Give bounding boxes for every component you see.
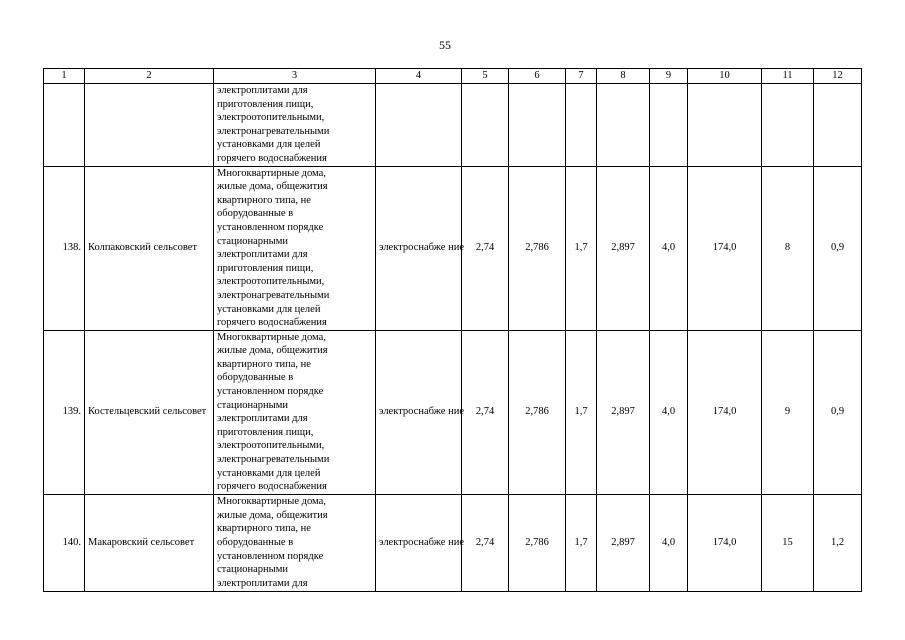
value-cell: 4,0: [650, 330, 688, 494]
row-number: [44, 84, 85, 167]
description-line: электронагревательными: [217, 125, 330, 137]
description-line: электронагревательными: [217, 454, 330, 466]
description-line: электронагревательными: [217, 289, 330, 301]
column-header: 1: [44, 69, 85, 84]
service-line: электроснабже: [379, 242, 446, 254]
column-header: 6: [509, 69, 566, 84]
description-line: оборудованные в: [217, 372, 294, 384]
municipality-name: [85, 166, 214, 330]
description-line: приготовления пищи,: [217, 426, 314, 438]
table-row: [44, 166, 862, 330]
value-cell: 2,897: [597, 166, 650, 330]
service-line: ние: [448, 242, 464, 254]
consumer-description: [214, 330, 376, 494]
description-line: установками для целей: [217, 139, 321, 151]
municipality-name: [85, 494, 214, 591]
description-line: установленном порядке: [217, 386, 324, 398]
value-cell: 2,897: [597, 330, 650, 494]
column-header: 5: [462, 69, 509, 84]
column-header: 4: [376, 69, 462, 84]
value-cell: [462, 84, 509, 167]
description-line: установками для целей: [217, 467, 321, 479]
header-row: [44, 69, 862, 84]
service-line: электроснабже: [379, 537, 446, 549]
column-header: 12: [814, 69, 862, 84]
description-line: горячего водоснабжения: [217, 481, 327, 493]
name-line: Костельцевский: [88, 406, 161, 418]
description-line: электроотопительными,: [217, 276, 325, 288]
description-line: горячего водоснабжения: [217, 317, 327, 329]
row-number: 139.: [44, 330, 85, 494]
consumer-description: [214, 166, 376, 330]
column-header: 3: [214, 69, 376, 84]
description-line: квартирного типа, не: [217, 358, 311, 370]
description-line: электроотопительными,: [217, 440, 325, 452]
name-line: сельсовет: [153, 242, 197, 254]
value-cell: 2,786: [509, 166, 566, 330]
service-type: [376, 84, 462, 167]
name-line: сельсовет: [162, 406, 207, 418]
value-cell: 1,7: [566, 166, 597, 330]
name-line: Макаровский: [88, 537, 148, 549]
value-cell: [597, 84, 650, 167]
column-header: 2: [85, 69, 214, 84]
value-cell: [814, 84, 862, 167]
value-cell: 1,7: [566, 494, 597, 591]
description-line: горячего водоснабжения: [217, 152, 327, 164]
value-cell: 8: [762, 166, 814, 330]
description-line: оборудованные в: [217, 208, 294, 220]
page-number: 55: [439, 38, 451, 52]
value-cell: 2,74: [462, 494, 509, 591]
value-cell: 2,74: [462, 166, 509, 330]
value-cell: [688, 84, 762, 167]
value-cell: 174,0: [688, 494, 762, 591]
description-line: Многоквартирные дома,: [217, 167, 326, 179]
value-cell: [762, 84, 814, 167]
service-line: ние: [448, 537, 464, 549]
municipality-name: [85, 84, 214, 167]
row-number: 138.: [44, 166, 85, 330]
description-line: жилые дома, общежития: [217, 181, 328, 193]
value-cell: 174,0: [688, 330, 762, 494]
service-line: ние: [448, 406, 464, 418]
column-header: 7: [566, 69, 597, 84]
description-line: Многоквартирные дома,: [217, 331, 326, 343]
value-cell: 2,786: [509, 330, 566, 494]
value-cell: 2,74: [462, 330, 509, 494]
table-row: [44, 330, 862, 494]
name-line: Колпаковский: [88, 242, 151, 254]
value-cell: 1,2: [814, 494, 862, 591]
value-cell: 0,9: [814, 330, 862, 494]
value-cell: 1,7: [566, 330, 597, 494]
description-line: электроплитами для: [217, 85, 308, 96]
description-line: стационарными: [217, 564, 288, 576]
value-cell: 4,0: [650, 166, 688, 330]
consumer-description: [214, 84, 376, 167]
value-cell: 9: [762, 330, 814, 494]
description-line: установленном порядке: [217, 550, 324, 562]
value-cell: 174,0: [688, 166, 762, 330]
value-cell: [509, 84, 566, 167]
value-cell: [650, 84, 688, 167]
description-line: электроплитами для: [217, 577, 308, 589]
service-line: электроснабже: [379, 406, 446, 418]
description-line: Многоквартирные дома,: [217, 496, 326, 508]
description-line: жилые дома, общежития: [217, 345, 328, 357]
name-line: сельсовет: [150, 537, 195, 549]
value-cell: 0,9: [814, 166, 862, 330]
value-cell: 4,0: [650, 494, 688, 591]
service-type: [376, 494, 462, 591]
tariff-table: [43, 68, 862, 592]
consumer-description: [214, 494, 376, 591]
description-line: установленном порядке: [217, 221, 324, 233]
table-row: [44, 494, 862, 591]
value-cell: 2,897: [597, 494, 650, 591]
description-line: электроотопительными,: [217, 112, 325, 124]
service-type: [376, 330, 462, 494]
value-cell: [566, 84, 597, 167]
description-line: квартирного типа, не: [217, 523, 311, 535]
description-line: приготовления пищи,: [217, 98, 314, 110]
description-line: электроплитами для: [217, 249, 308, 261]
service-type: [376, 166, 462, 330]
column-header: 10: [688, 69, 762, 84]
value-cell: 15: [762, 494, 814, 591]
column-header: 8: [597, 69, 650, 84]
value-cell: 2,786: [509, 494, 566, 591]
table-row: [44, 84, 862, 167]
municipality-name: [85, 330, 214, 494]
description-line: стационарными: [217, 399, 288, 411]
row-number: 140.: [44, 494, 85, 591]
description-line: стационарными: [217, 235, 288, 247]
description-line: квартирного типа, не: [217, 194, 311, 206]
description-line: установками для целей: [217, 303, 321, 315]
column-header: 11: [762, 69, 814, 84]
description-line: оборудованные в: [217, 537, 294, 549]
column-header: 9: [650, 69, 688, 84]
description-line: жилые дома, общежития: [217, 509, 328, 521]
description-line: электроплитами для: [217, 413, 308, 425]
description-line: приготовления пищи,: [217, 262, 314, 274]
